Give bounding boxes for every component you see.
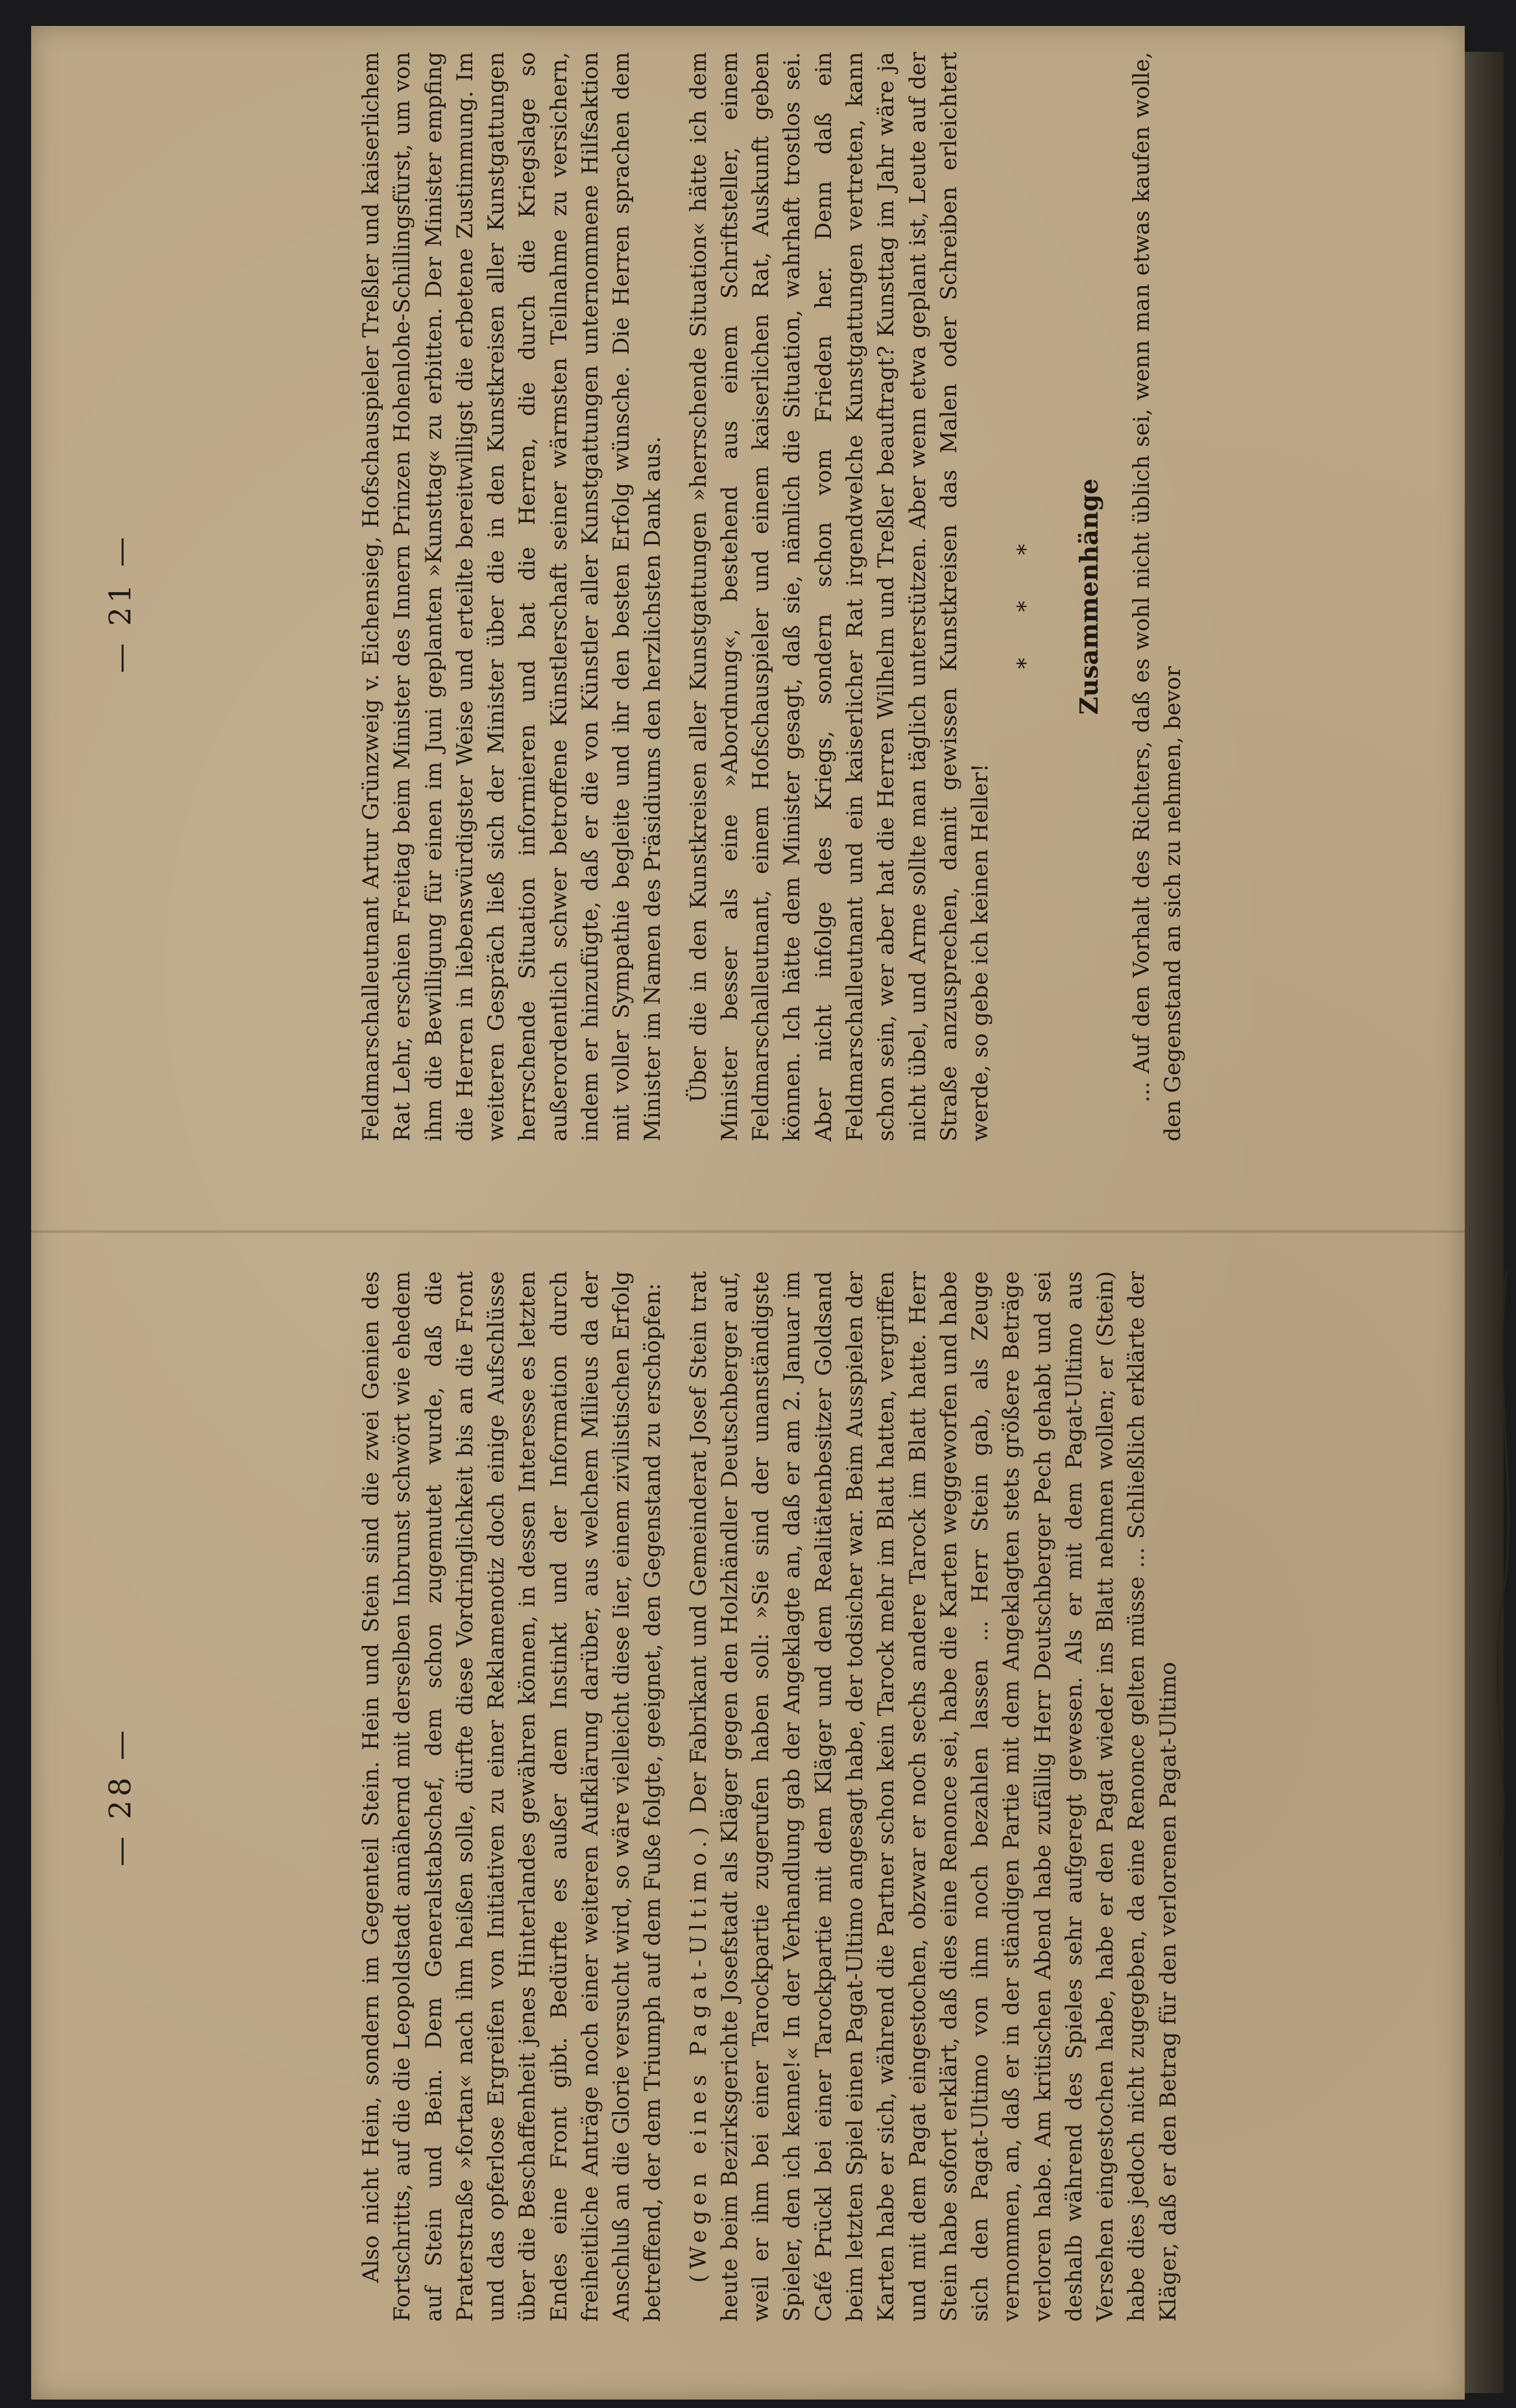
right-paragraph-3: ... Auf den Vorhalt des Richters, daß es wohl nicht üblich sei, wenn man etwas kaufen wolle, den Gegenstand an sich zu nehmen, bevor [1128,52,1186,1141]
right-page-number: — 21 — [102,533,138,673]
right-text-column [355,52,1203,1141]
rotated-spread-content [31,26,1465,2400]
section-stars: * * * [1013,524,1039,669]
right-paragraph-2: Über die in den Kunstkreisen aller Kunstgattungen »herrschende Situation« hätte ich dem Minister besser als eine »Abordnung«, bestehend aus einem Schriftsteller, einem Feldmarschalleutnant, einem Hofschauspieler und einem kaiserlichen Rat, Auskunft geben können. Ich hätte dem Minister gesagt, daß sie, nämlich die Situation, wahrhaft trostlos sei. Aber nicht infolge des Kriegs, sondern schon vom Frieden her. Denn daß ein Feldmarschalleutnant und ein kaiserlicher Rat irgendwelche Kunstgattungen vertreten, kann schon sein, wer aber hat die Herren Wilhelm und Treßler beauftragt? Kunsttag im Jahr wäre ja nicht übel, und Arme sollte man täglich unterstützen. Aber wenn etwa geplant ist, Leute auf der Straße anzusprechen, damit gewissen Kunstkreisen das Malen oder Schreiben erleichtert werde, so gebe ich keinen Heller! [685,52,994,1141]
pagat-ultimo-title: (Wegen eines Pagat-Ultimo.) [685,1822,712,2283]
left-page-number: — 28 — [102,1726,138,1866]
left-page [31,1219,1465,2374]
left-paragraph-2-body: Der Fabrikant und Gemeinderat Josef Stein trat heute beim Bezirksgerichte Josefstadt als Kläger gegen den Holzhändler Deutschberger auf, weil er ihm bei einer Tarockpartie zugerufen haben soll: »Sie sind der unanständigste Spieler, den ich kenne!« In der Verhandlung gab der Angeklagte an, daß er am 2. Januar im Café Prückl bei einer Tarockpartie mit dem Kläger und dem Realitätenbesitzer Goldsand beim letzten Spiel einen Pagat-Ultimo angesagt habe, der todsicher war. Beim Ausspielen der Karten habe er sich, während die Partner schon kein Tarock mehr im Blatt hatten, vergriffen und mit dem Pagat eingestochen, obzwar er noch sechs andere Tarock im Blatt hatte. Herr Stein habe sofort erklärt, daß dies eine Renonce sei, habe die Karten weggeworfen und habe sich den Pagat-Ultimo von ihm noch bezahlen lassen ... Herr Stein gab, als Zeuge vernommen, an, daß er in der ständigen Partie mit dem Angeklagten stets größere Beträge verloren habe. Am kritischen Abend habe zufällig Herr Deutschberger Pech gehabt und sei deshalb während des Spieles sehr aufgeregt gewesen. Als er mit dem Pagat-Ultimo aus Versehen eingestochen habe, habe er den Pagat wieder ins Blatt nehmen wollen; er (Stein) habe dies jedoch nicht zugegeben, da eine Renonce gelten müsse ... Schließlich erklärte der Kläger, daß er den Betrag für den verlorenen Pagat-Ultimo [685,1271,1181,2322]
right-page [31,39,1465,1167]
left-text-column [355,1271,1198,2322]
left-paragraph-1: Also nicht Hein, sondern im Gegenteil Stein. Hein und Stein sind die zwei Genien des Fortschritts, auf die die Leopoldstadt annähernd mit derselben Inbrunst schwört wie ehedem auf Stein und Bein. Dem Generalstabschef, dem schon zugemutet wurde, daß die Praterstraße »fortan« nach ihm heißen solle, dürfte diese Vordringlichkeit bis an die Front und das opferlose Ergreifen von Initiativen zu einer Reklamenotiz doch einige Aufschlüsse über die Beschaffenheit jenes Hinterlandes gewähren können, in dessen Interesse es letzten Endes eine Front gibt. Bedürfte es außer dem Instinkt und der Information durch freiheitliche Anträge noch einer weiteren Aufklärung darüber, aus welchem Milieus da der Anschluß an die Glorie versucht wird, so wäre vielleicht diese Iier, einem zivilistischen Erfolg betreffend, der dem Triumph auf dem Fuße folgte, geeignet, den Gegenstand zu erschöpfen: [358,1271,666,2322]
left-paragraph-2 [683,1271,1184,2322]
pencil-mark-icon [1487,1271,1516,1855]
next-page-edge [1465,52,1504,2393]
section-heading: Zusammenhänge [1074,478,1103,715]
book-spread [31,26,1465,2400]
right-paragraph-1: Feldmarschalleutnant Artur Grünzweig v. Eichensieg, Hofschauspieler Treßler und kaiserlichem Rat Lehr, erschien Freitag beim Minister des Innern Prinzen Hohenlohe-Schillingsfürst, um von ihm die Bewilligung für einen im Juni geplanten »Kunsttag« zu erbitten. Der Minister empfing die Herren in liebenswürdigster Weise und erteilte bereitwilligst die erbetene Zustimmung. Im weiteren Gespräch ließ sich der Minister über die in den Kunstkreisen aller Kunstgattungen herrschende Situation informieren und bat die Herren, die durch die Kriegslage so außerordentlich schwer betroffene Künstlerschaft seiner wärmsten Teilnahme zu versichern, indem er hinzufügte, daß er die von Künstler aller Kunstgattungen unternommene Hilfsaktion mit voller Sympathie begleite und ihr den besten Erfolg wünsche. Die Herren sprachen dem Minister im Namen des Präsidiums den herzlichsten Dank aus. [358,52,666,1141]
